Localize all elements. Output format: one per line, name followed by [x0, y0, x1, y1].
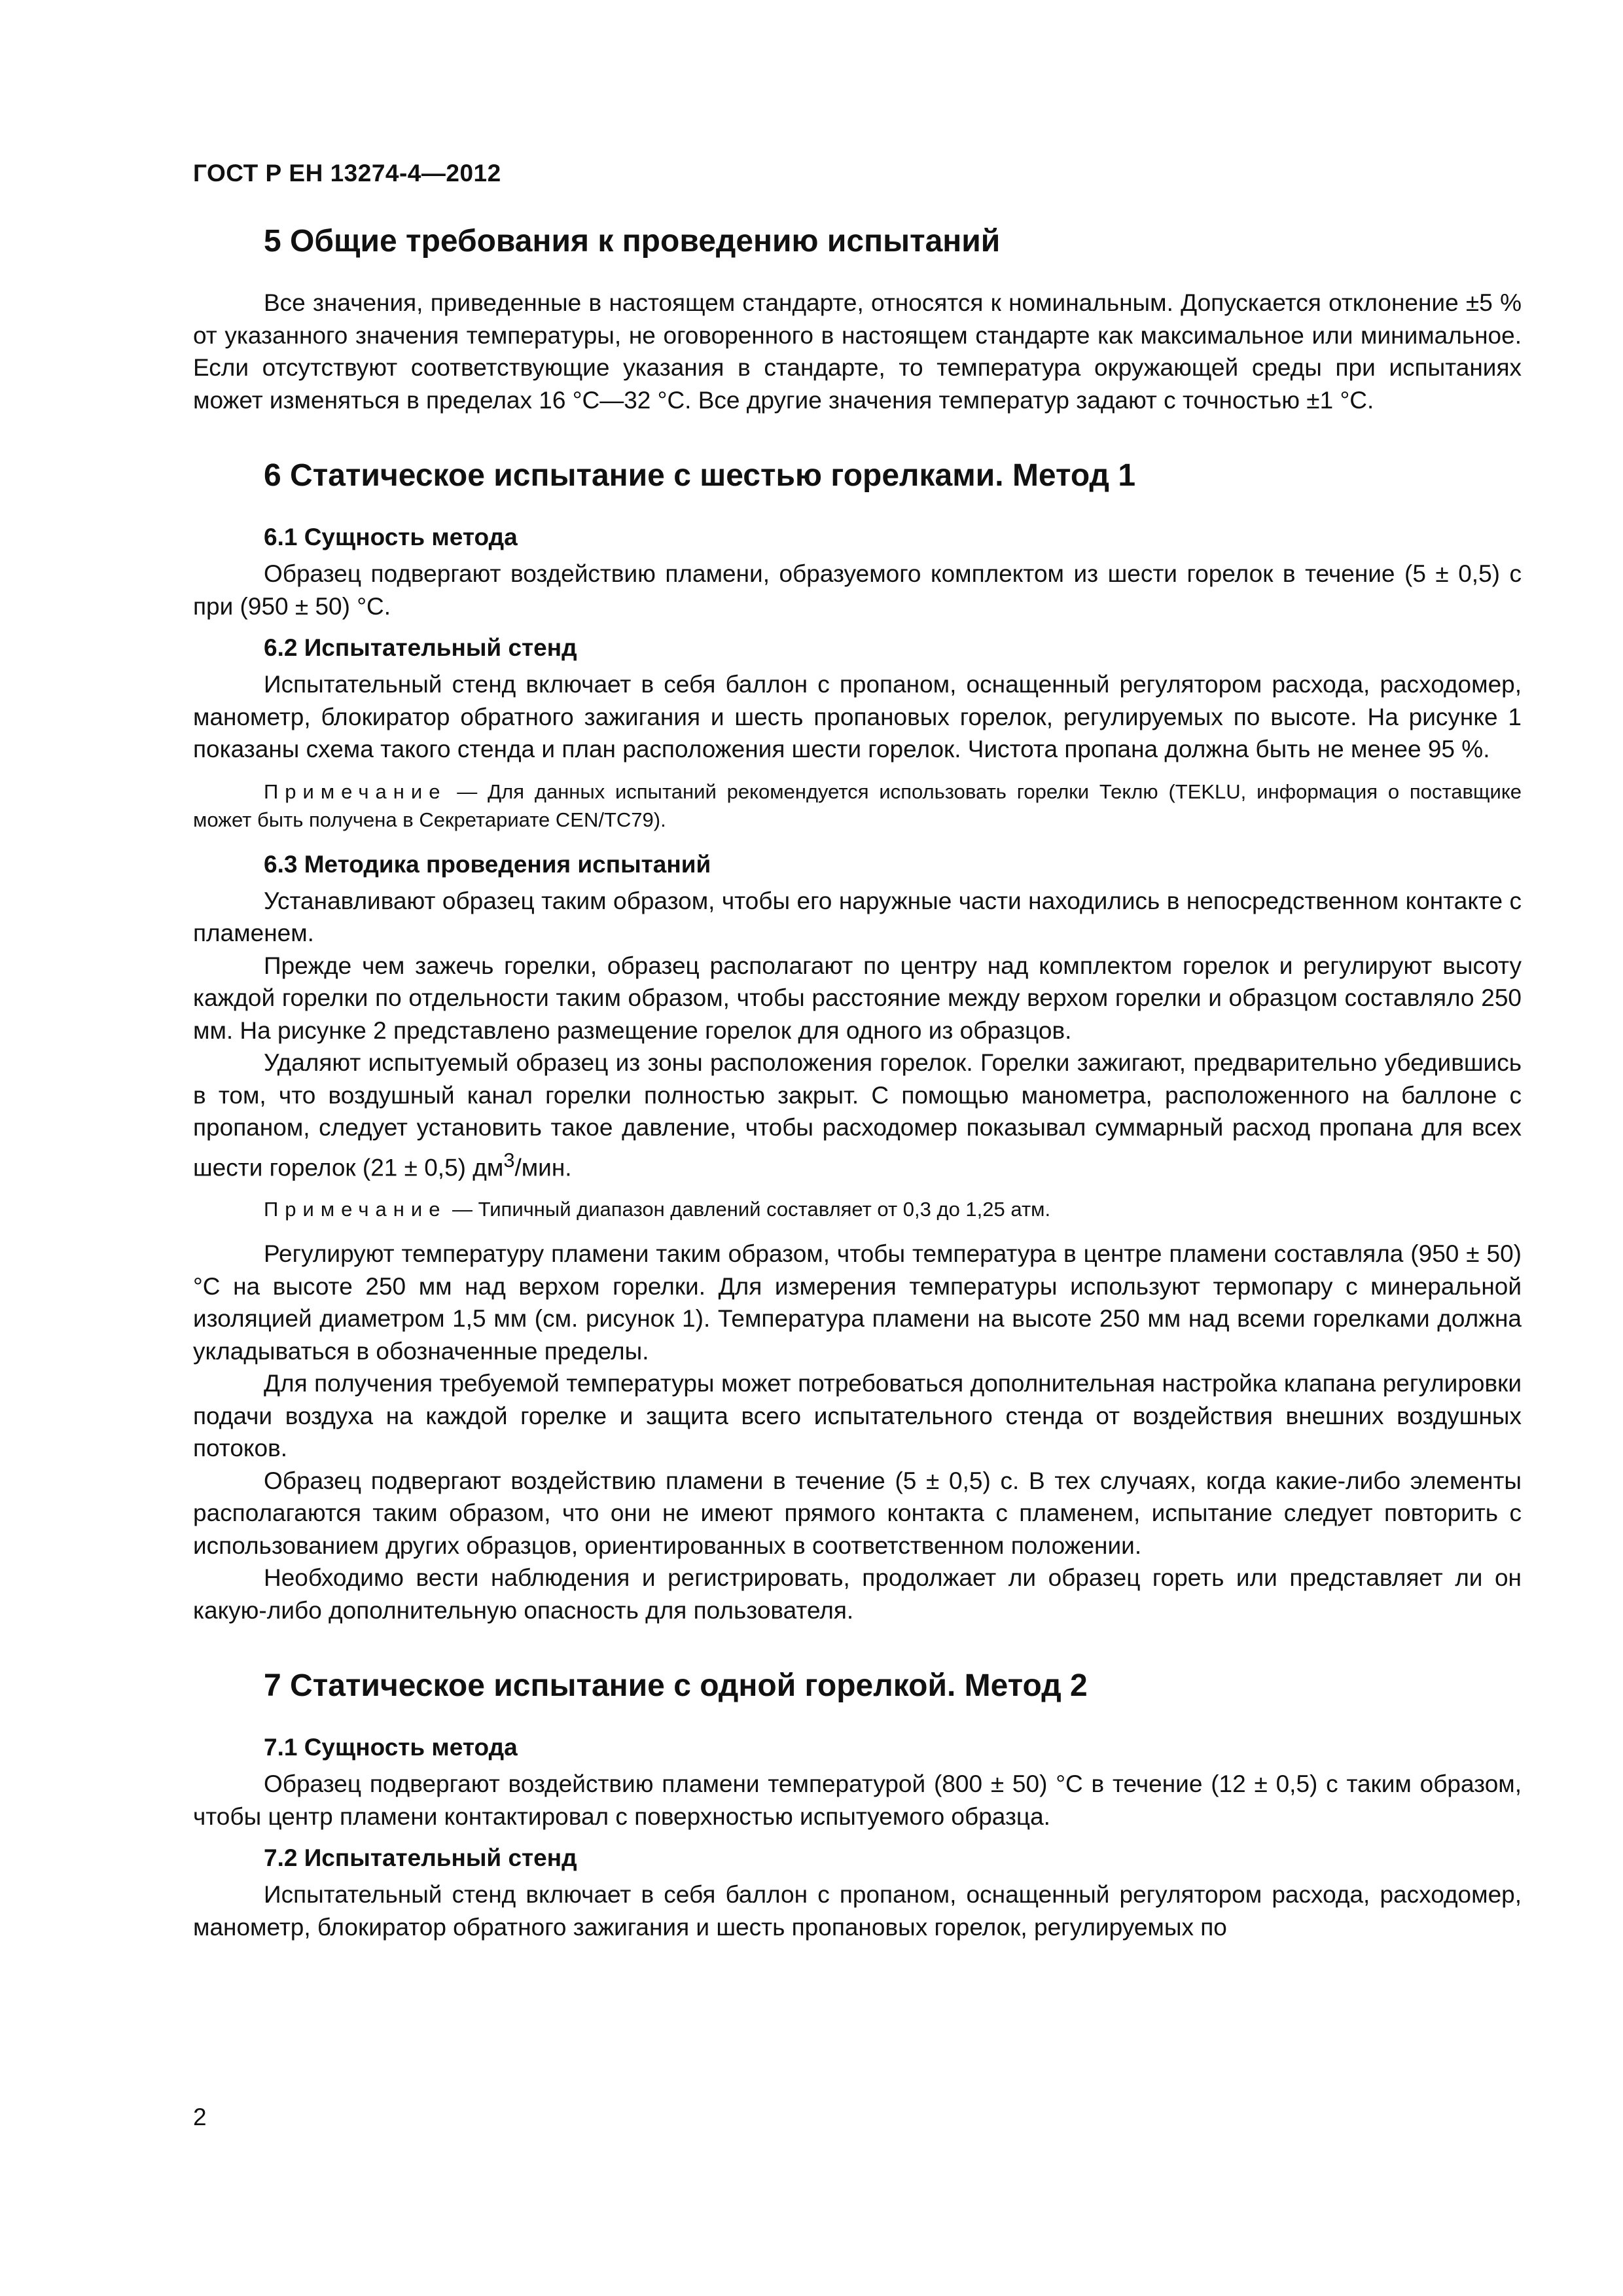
section-5-heading: 5 Общие требования к проведению испытаний [264, 224, 1001, 259]
subsection-6-3-paragraph-5: Для получения требуемой температуры может потребоваться дополнительная настройка клапана регулировки подачи воздуха на каждой горелке и защита всего испытательного стенда от воздействия внешних воздушных потоков. [193, 1370, 1522, 1462]
note-text: — Типичный диапазон давлений составляет от 0,3 до 1,25 атм. [446, 1198, 1051, 1221]
subsection-6-3-paragraph-6: Образец подвергают воздействию пламени в течение (5 ± 0,5) с. В тех случаях, когда какие-либо элементы располагаются таким образом, что они не имеют прямого контакта с пламенем, испытание следует повторить с использованием других образцов, ориентированных в соответственном положении. [193, 1467, 1522, 1559]
unit-superscript: 3 [503, 1148, 515, 1172]
subsection-6-3-paragraph-1: Устанавливают образец таким образом, чтобы его наружные части находились в непосредственном контакте с пламенем. [193, 887, 1522, 946]
subsection-6-1-paragraph: Образец подвергают воздействию пламени, образуемого комплектом из шести горелок в течение (5 ± 0,5) с при (950 ± 50) °С. [193, 560, 1522, 620]
note-text: — Для данных испытаний рекомендуется использовать горелки Теклю (TEKLU, информация о поставщике может быть получена в Секретариате CEN/TC79). [193, 780, 1522, 831]
document-page [193, 157, 1522, 1943]
section-6-heading: 6 Статическое испытание с шестью горелками. Метод 1 [264, 458, 1136, 493]
subsection-6-2-heading: 6.2 Испытательный стенд [264, 634, 577, 661]
note-label: Примечание [264, 780, 447, 803]
subsection-6-3-paragraph-2: Прежде чем зажечь горелки, образец располагают по центру над комплектом горелок и регулируют высоту каждой горелки по отдельности таким образом, чтобы расстояние между верхом горелки и образцом составляло 250 мм. На рисунке 2 представлено размещение горелок для одного из образцов. [193, 952, 1522, 1044]
section-7-heading: 7 Статическое испытание с одной горелкой. Метод 2 [264, 1668, 1088, 1704]
note-6-2 [193, 778, 1522, 834]
section-5-paragraph: Все значения, приведенные в настоящем стандарте, относятся к номинальным. Допускается отклонение ±5 % от указанного значения температуры, не оговоренного в настоящем стандарте как максимальное или минимальное. Если отсутствуют соответствующие указания в стандарте, то температура окружающей среды при испытаниях может изменяться в пределах 16 °С—32 °С. Все другие значения температур задают с точностью ±1 °С. [193, 289, 1522, 414]
subsection-6-3-paragraph-4: Регулируют температуру пламени таким образом, чтобы температура в центре пламени составляла (950 ± 50) °С на высоте 250 мм над верхом горелки. Для измерения температуры используют термопару с минеральной изоляцией диаметром 1,5 мм (см. рисунок 1). Температура пламени на высоте 250 мм над всеми горелками должна укладываться в обозначенные пределы. [193, 1240, 1522, 1365]
paragraph-3-unit: /мин. [514, 1153, 572, 1181]
subsection-7-1-paragraph: Образец подвергают воздействию пламени температурой (800 ± 50) °С в течение (12 ± 0,5) с таким образом, чтобы центр пламени контактировал с поверхностью испытуемого образца. [193, 1770, 1522, 1830]
subsection-7-2-heading: 7.2 Испытательный стенд [264, 1844, 577, 1872]
note-label: Примечание [264, 1198, 447, 1221]
subsection-6-3-paragraph-3 [193, 1047, 1522, 1183]
page-number: 2 [193, 2104, 207, 2130]
subsection-6-1-heading: 6.1 Сущность метода [264, 524, 518, 550]
subsection-7-1-heading: 7.1 Сущность метода [264, 1734, 518, 1761]
subsection-6-2-paragraph: Испытательный стенд включает в себя баллон с пропаном, оснащенный регулятором расхода, расходомер, манометр, блокиратор обратного зажигания и шесть пропановых горелок, регулируемых по высоте. На рисунке 1 показаны схема такого стенда и план расположения шести горелок. Чистота пропана должна быть не менее 95 %. [193, 671, 1522, 762]
subsection-6-3-paragraph-7: Необходимо вести наблюдения и регистрировать, продолжает ли образец гореть или представляет ли он какую-либо дополнительную опасность для пользователя. [193, 1564, 1522, 1624]
paragraph-3-text: Удаляют испытуемый образец из зоны расположения горелок. Горелки зажигают, предварительно убедившись в том, что воздушный канал горелки полностью закрыт. С помощью манометра, расположенного на баллоне с пропаном, следует установить такое давление, чтобы расходомер показывал суммарный расход пропана для всех шести горелок (21 ± 0,5) дм [193, 1049, 1522, 1181]
subsection-7-2-paragraph: Испытательный стенд включает в себя баллон с пропаном, оснащенный регулятором расхода, расходомер, манометр, блокиратор обратного зажигания и шесть пропановых горелок, регулируемых по [193, 1881, 1522, 1941]
document-code: ГОСТ Р ЕН 13274-4—2012 [193, 160, 501, 187]
note-6-3 [193, 1195, 1522, 1223]
subsection-6-3-heading: 6.3 Методика проведения испытаний [264, 850, 711, 878]
